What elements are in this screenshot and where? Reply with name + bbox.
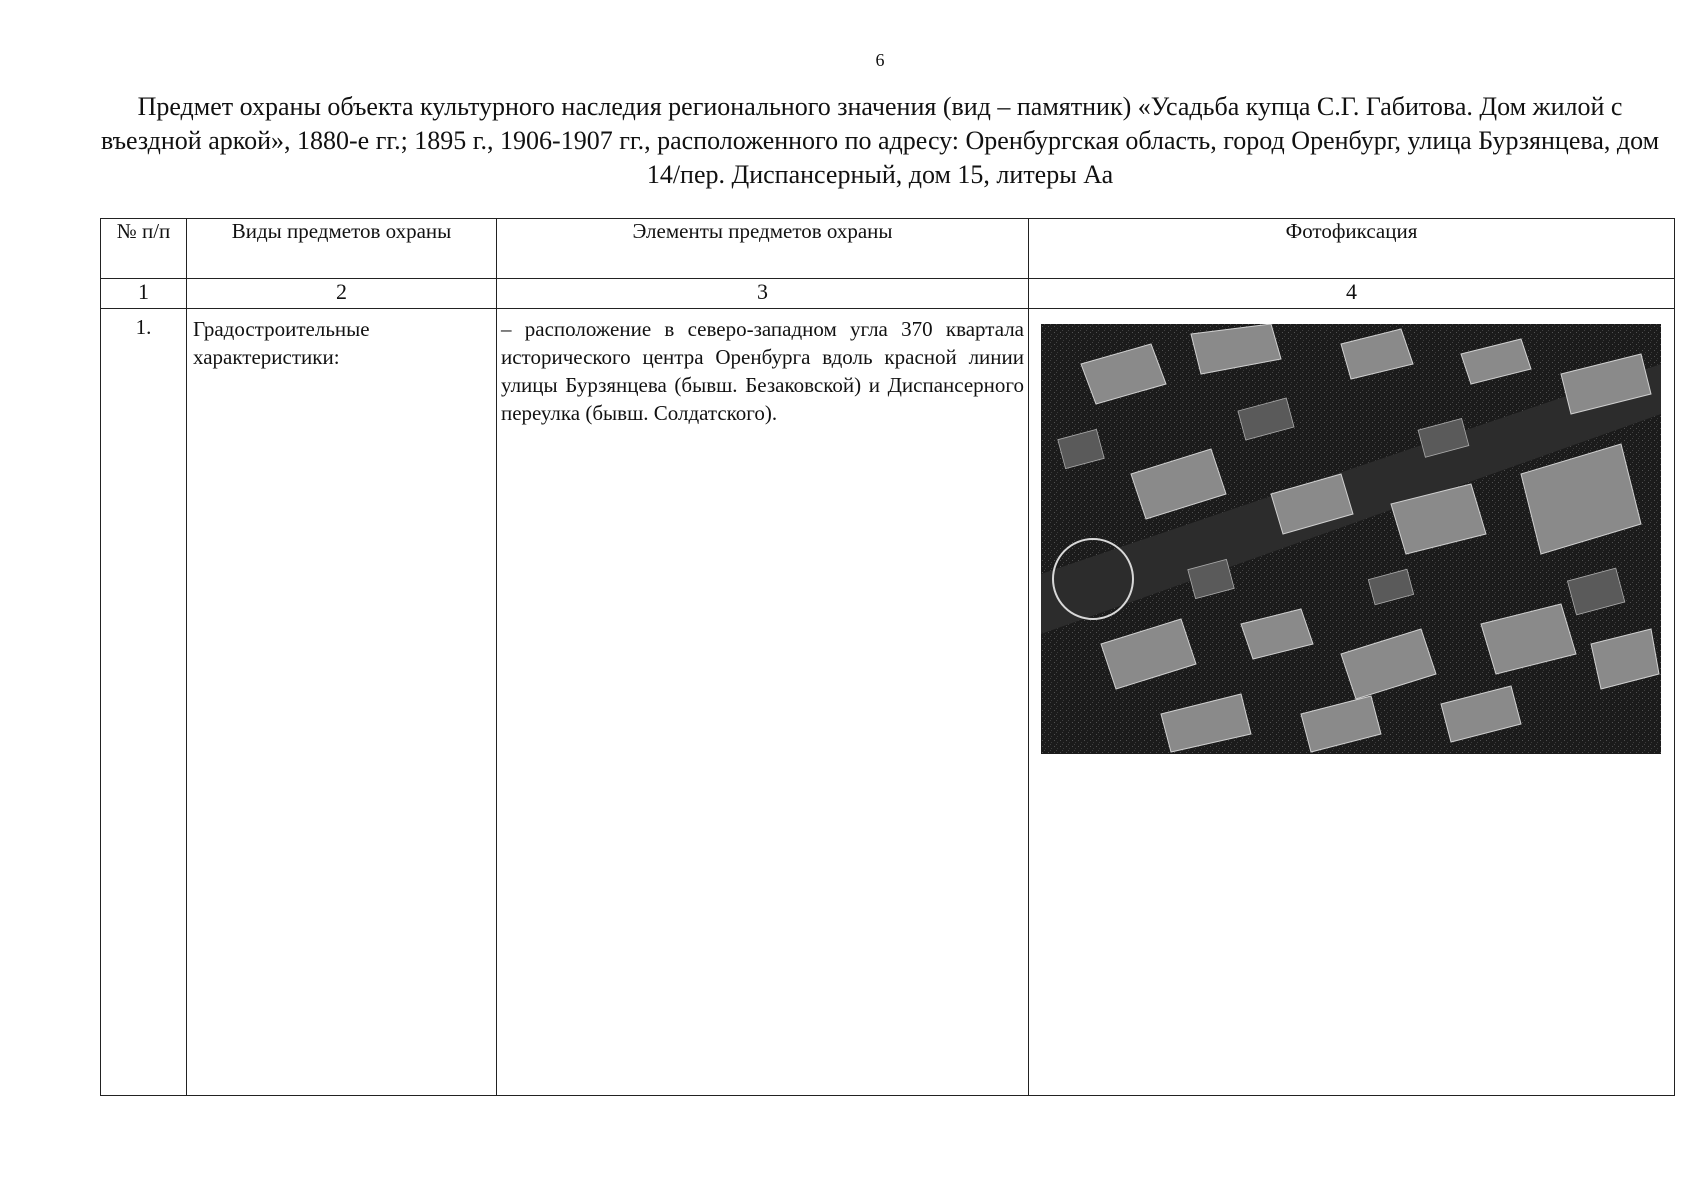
protection-elements: – расположение в северо-западном угла 370 квартала исторического центра Оренбурга вдоль красной линии улицы Бурзянцева (бывш. Безаковской) и Диспансерного переулка (бывш. Солдатского).	[497, 309, 1029, 1096]
aerial-photo	[1041, 324, 1661, 754]
header-number: № п/п	[101, 219, 187, 279]
protection-table	[100, 218, 1675, 1096]
document-title: Предмет охраны объекта культурного наследия регионального значения (вид – памятник) «Усадьба купца С.Г. Габитова. Дом жилой с въездной аркой», 1880-е гг.; 1895 г., 1906-1907 гг., расположенного по адресу: Оренбургская область, город Оренбург, улица Бурзянцева, дом 14/пер. Диспансерный, дом 15, литеры Аа	[100, 92, 1660, 189]
header-type: Виды предметов охраны	[187, 219, 497, 279]
column-number: 2	[187, 279, 497, 309]
table-row	[101, 309, 1675, 1096]
column-number: 1	[101, 279, 187, 309]
row-number: 1.	[101, 309, 187, 1096]
header-row	[101, 219, 1675, 279]
column-number: 4	[1029, 279, 1675, 309]
photo-cell	[1029, 309, 1675, 1096]
protection-type: Градостроительные характеристики:	[187, 309, 497, 1096]
column-number: 3	[497, 279, 1029, 309]
header-elements: Элементы предметов охраны	[497, 219, 1029, 279]
page-number: 6	[875, 50, 885, 70]
column-number-row	[101, 279, 1675, 309]
header-photo: Фотофиксация	[1029, 219, 1675, 279]
